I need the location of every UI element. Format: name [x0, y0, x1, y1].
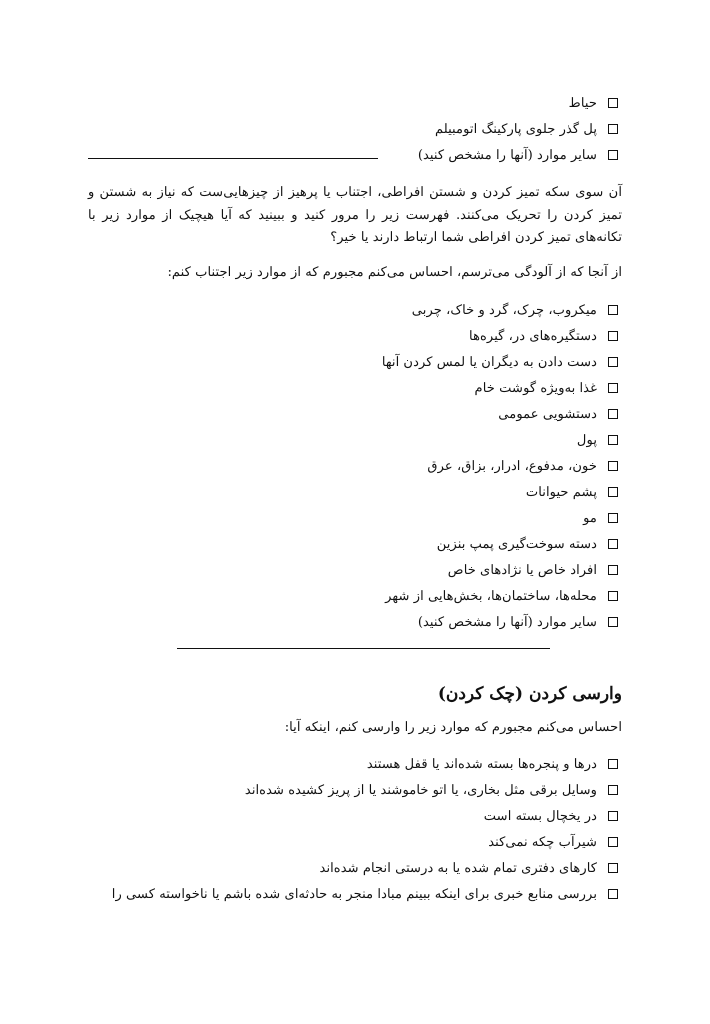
- checkbox-icon[interactable]: [608, 487, 618, 497]
- checkbox-item[interactable]: [577, 428, 618, 452]
- item-label: دستگیره‌های در، گیره‌ها: [469, 328, 597, 344]
- item-label: پل گذر جلوی پارکینگ اتومبیلم: [434, 121, 597, 137]
- intro-paragraph: آن سوی سکه تمیز کردن و شستن افراطی، اجتناب یا پرهیز از چیزهایی‌ست که نیاز به شستن و تمیز کردن را تحریک می‌کنند. فهرست زیر را مرور کنید و ببینید که آیا هیچیک از موارد زیر با تکانه‌های تمیز کردن افراطی شما ارتباط دارند یا خیر؟: [88, 185, 622, 245]
- checkbox-icon[interactable]: [608, 863, 618, 873]
- checkbox-item[interactable]: [418, 610, 618, 634]
- section-heading: وارسی کردن (چک کردن): [437, 684, 622, 704]
- checkbox-item[interactable]: [469, 324, 618, 348]
- avoid-intro: از آنجا که از آلودگی می‌ترسم، احساس می‌کنم مجبورم که از موارد زیر اجتناب کنم:: [167, 265, 622, 280]
- checkbox-item[interactable]: [526, 480, 618, 504]
- checkbox-icon[interactable]: [608, 461, 618, 471]
- checkbox-item[interactable]: [498, 402, 618, 426]
- item-label: بررسی منابع خبری برای اینکه ببینم مبادا منجر به حادثه‌ای شده باشم یا ناخواسته کسی را: [111, 886, 597, 902]
- checkbox-item[interactable]: [412, 298, 618, 322]
- item-label: دست دادن به دیگران یا لمس کردن آنها: [381, 354, 597, 370]
- item-label: کارهای دفتری تمام شده یا به درستی انجام شده‌اند: [319, 860, 597, 876]
- checkbox-item[interactable]: [569, 91, 618, 115]
- item-label: شیرآب چکه نمی‌کند: [488, 834, 597, 850]
- item-label: سایر موارد (آنها را مشخص کنید): [417, 147, 597, 163]
- checkbox-icon[interactable]: [608, 98, 618, 108]
- item-label: وسایل برقی مثل بخاری، یا اتو خاموشند یا از پریز کشیده شده‌اند: [244, 782, 597, 798]
- checkbox-icon[interactable]: [608, 889, 618, 899]
- checkbox-item[interactable]: [418, 143, 618, 167]
- checkbox-item[interactable]: [320, 856, 618, 880]
- item-label: پشم حیوانات: [525, 484, 597, 500]
- checkbox-icon[interactable]: [608, 409, 618, 419]
- item-label: سایر موارد (آنها را مشخص کنید): [417, 614, 597, 630]
- checkbox-item[interactable]: [435, 117, 618, 141]
- checkbox-item[interactable]: [367, 752, 618, 776]
- item-label: حیاط: [568, 95, 597, 111]
- checkbox-icon[interactable]: [608, 759, 618, 769]
- checkbox-icon[interactable]: [608, 539, 618, 549]
- checkbox-item[interactable]: [86, 882, 618, 906]
- item-label: خون، مدفوع، ادرار، بزاق، عرق: [427, 458, 597, 474]
- checkbox-icon[interactable]: [608, 837, 618, 847]
- checkbox-item[interactable]: [427, 454, 618, 478]
- checkbox-icon[interactable]: [608, 591, 618, 601]
- fill-in-line[interactable]: [88, 158, 378, 159]
- checkbox-icon[interactable]: [608, 435, 618, 445]
- checkbox-icon[interactable]: [608, 383, 618, 393]
- item-label: در یخچال بسته است: [483, 808, 597, 824]
- checkbox-icon[interactable]: [608, 785, 618, 795]
- checkbox-item[interactable]: [382, 350, 618, 374]
- checkbox-item[interactable]: [448, 558, 618, 582]
- checkbox-icon[interactable]: [608, 331, 618, 341]
- checkbox-icon[interactable]: [608, 617, 618, 627]
- checkbox-icon[interactable]: [608, 565, 618, 575]
- checkbox-icon[interactable]: [608, 811, 618, 821]
- item-label: میکروب، چرک، گرد و خاک، چربی: [411, 302, 597, 318]
- item-label: دستشویی عمومی: [498, 406, 597, 422]
- checkbox-icon[interactable]: [608, 357, 618, 367]
- item-label: غذا به‌ویژه گوشت خام: [474, 380, 597, 396]
- checkbox-item[interactable]: [245, 778, 618, 802]
- item-label: پول: [576, 432, 597, 448]
- checkbox-icon[interactable]: [608, 513, 618, 523]
- item-label: افراد خاص یا نژادهای خاص: [447, 562, 597, 578]
- checkbox-item[interactable]: [583, 506, 618, 530]
- checkbox-item[interactable]: [488, 830, 618, 854]
- item-label: دسته سوخت‌گیری پمپ بنزین: [436, 536, 597, 552]
- checkbox-item[interactable]: [484, 804, 618, 828]
- checkbox-icon[interactable]: [608, 124, 618, 134]
- item-label: محله‌ها، ساختمان‌ها، بخش‌هایی از شهر: [385, 588, 597, 604]
- checkbox-icon[interactable]: [608, 150, 618, 160]
- fill-in-line[interactable]: [177, 648, 550, 649]
- checkbox-item[interactable]: [385, 584, 618, 608]
- check-intro: احساس می‌کنم مجبورم که موارد زیر را وارسی کنم، اینکه آیا:: [284, 720, 622, 735]
- checkbox-item[interactable]: [437, 532, 618, 556]
- item-label: درها و پنجره‌ها بسته شده‌اند یا قفل هستند: [366, 756, 597, 772]
- checkbox-item[interactable]: [475, 376, 618, 400]
- checkbox-icon[interactable]: [608, 305, 618, 315]
- item-label: مو: [583, 510, 597, 526]
